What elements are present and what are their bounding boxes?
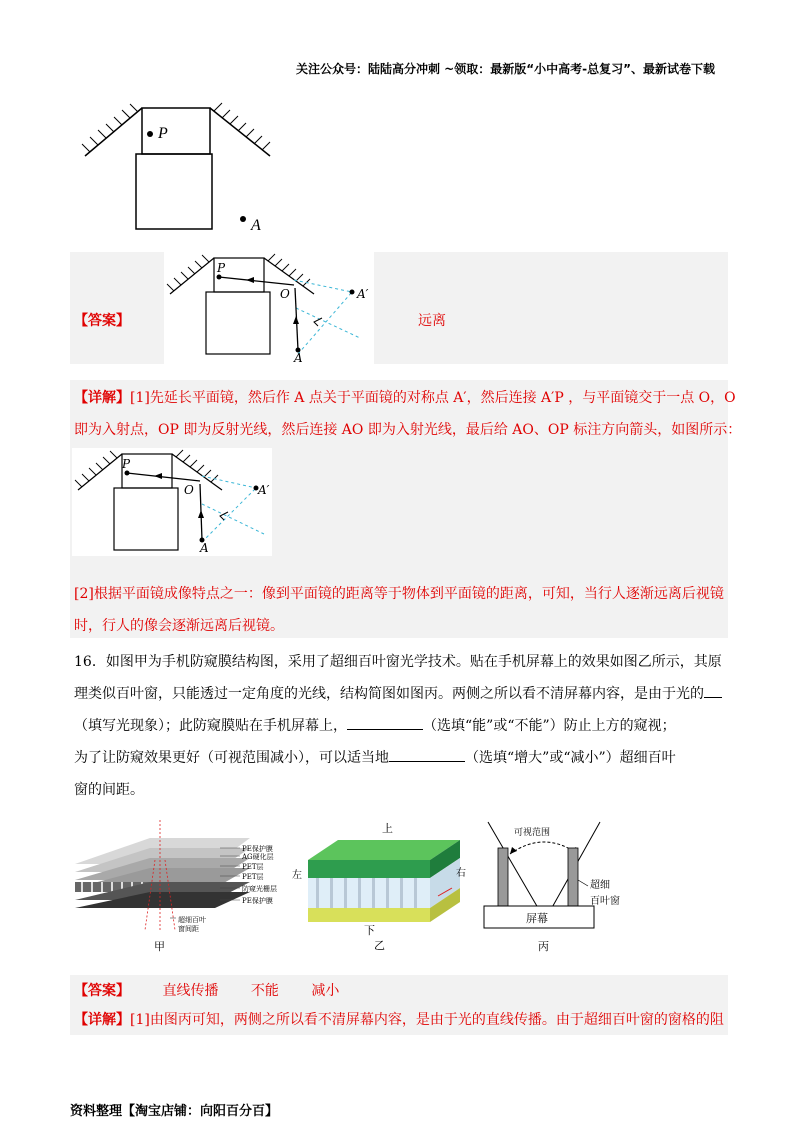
detail2-line: 【详解】[1]由图丙可知，两侧之所以看不清屏幕内容，是由于光的直线传播。由于超细百叶窗的窗格的阻 <box>74 1012 724 1028</box>
answer1-figure <box>164 252 374 364</box>
answer2-line <box>74 980 339 1000</box>
bing-range: 可视范围 <box>514 828 551 838</box>
page-header: 关注公众号：陆陆高分冲刺 ~领取：最新版“小中高考-总复习”、最新试卷下载 <box>296 62 715 76</box>
caption-jia: 甲 <box>154 940 165 953</box>
answer2-a1: 直线传播 <box>162 983 219 999</box>
blank-3 <box>389 747 465 762</box>
layer-4: PET层 <box>242 873 264 881</box>
mirror-figure <box>80 94 280 239</box>
point-p-label: P <box>158 125 168 142</box>
fig-a-prime: A′ <box>258 483 270 497</box>
caption-yi: 乙 <box>374 939 385 952</box>
layer-5: 防窥光栅层 <box>242 885 277 893</box>
spacing-label-2: 窗间距 <box>178 925 199 933</box>
fig-o: O <box>280 287 290 301</box>
detail1-line3: [2]根据平面镜成像特点之一：像到平面镜的距离等于物体到平面镜的距离，可知，当行人逐渐远离后视镜 <box>74 586 724 602</box>
fig-a: A <box>200 541 209 555</box>
fig-a: A <box>294 351 303 364</box>
caption-bing: 丙 <box>538 940 549 953</box>
yi-left: 左 <box>292 870 302 881</box>
figure-bing <box>480 820 640 955</box>
blank-1 <box>704 683 722 698</box>
layer-3: PET层 <box>242 863 264 871</box>
answer2-label: 【答案】 <box>74 983 130 999</box>
layer-6: PE保护膜 <box>242 897 273 905</box>
q16-line1: 16．如图甲为手机防窥膜结构图，采用了超细百叶窗光学技术。贴在手机屏幕上的效果如图乙所示，其原 <box>74 654 722 670</box>
bing-screen: 屏幕 <box>526 912 548 925</box>
yi-right: 右 <box>456 868 466 879</box>
detail1-line1: 【详解】[1]先延长平面镜，然后作 A 点关于平面镜的对称点 A′，然后连接 A′P ，与平面镜交于一点 O，O <box>74 390 736 406</box>
fig-p: P <box>217 261 226 275</box>
point-a-label: A <box>251 217 261 234</box>
detail1-line4: 时，行人的像会逐渐远离后视镜。 <box>74 618 284 634</box>
blank-2 <box>347 715 423 730</box>
detail1-figure <box>72 448 272 556</box>
layer-2: AG硬化层 <box>242 853 274 861</box>
yi-bottom: 下 <box>364 924 375 937</box>
answer1-value: 远离 <box>418 313 446 329</box>
layer-1: PE保护膜 <box>242 845 273 853</box>
yi-top: 上 <box>382 822 393 835</box>
page-footer: 资料整理【淘宝店铺：向阳百分百】 <box>70 1104 279 1119</box>
detail1-label: 【详解】 <box>74 390 130 406</box>
q16-line2: 理类似百叶窗，只能透过一定角度的光线，结构简图如图丙。两侧之所以看不清屏幕内容，是由于光的 <box>74 678 722 710</box>
detail2-label: 【详解】 <box>74 1012 130 1028</box>
fig-p: P <box>122 457 131 471</box>
answer2-a2: 不能 <box>250 983 279 999</box>
answer2-a3: 减小 <box>311 983 340 999</box>
bing-side-1: 超细 <box>590 880 610 891</box>
q16-line3: （填写光现象）；此防窥膜贴在手机屏幕上， （选填“能”或“不能”）防止上方的窥视； <box>74 710 676 742</box>
detail1-line2: 即为入射点，OP 即为反射光线，然后连接 AO 即为入射光线，最后给 AO、OP 标注方向箭头，如图所示： <box>74 422 742 438</box>
q16-line4: 为了让防窥效果更好（可视范围减小），可以适当地 （选填“增大”或“减小”）超细百叶 <box>74 742 676 774</box>
figure-yi <box>290 818 480 953</box>
figure-jia <box>70 820 320 955</box>
bing-side-2: 百叶窗 <box>590 896 620 907</box>
fig-o: O <box>184 483 194 497</box>
fig-a-prime: A′ <box>357 287 369 301</box>
spacing-label-1: 超细百叶 <box>178 916 206 924</box>
q16-line5: 窗的间距。 <box>74 782 144 798</box>
answer1-label: 【答案】 <box>74 313 130 329</box>
